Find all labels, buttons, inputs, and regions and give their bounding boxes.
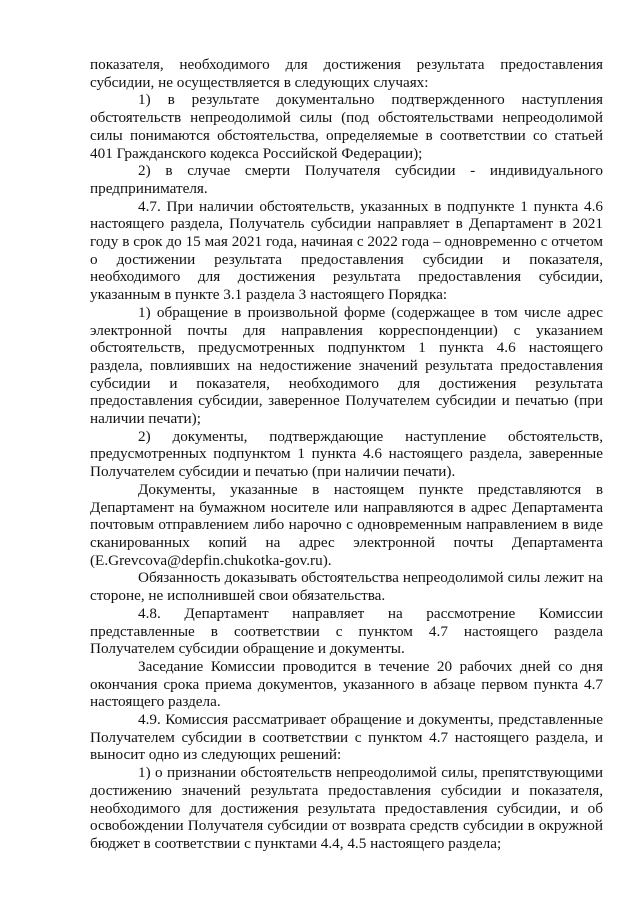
paragraph: 1) о признании обстоятельств непреодолимой силы, препятствующими достижению значений результата предоставления субсидии и показателя, необходимого для достижения результата предоставления субсидии, и об освобождении Получателя субсидии от возврата средств субсидии в окружной бюджет в соответствии с пунктами 4.4, 4.5 настоящего раздела; [90,764,603,852]
paragraph: 4.9. Комиссия рассматривает обращение и документы, представленные Получателем субсидии в соответствии с пунктом 4.7 настоящего раздела, и выносит одно из следующих решений: [90,711,603,764]
paragraph: 4.8. Департамент направляет на рассмотрение Комиссии представленные в соответствии с пунктом 4.7 настоящего раздела Получателем субсидии обращение и документы. [90,604,603,658]
paragraph: 2) в случае смерти Получателя субсидии - индивидуального предпринимателя. [90,162,603,197]
document-body [90,56,603,853]
paragraph: показателя, необходимого для достижения результата предоставления субсидии, не осуществляется в следующих случаях: [90,56,603,91]
paragraph: 2) документы, подтверждающие наступление обстоятельств, предусмотренных подпунктом 1 пункта 4.6 настоящего раздела, заверенные Получателем субсидии и печатью (при наличии печати). [90,427,603,481]
paragraph: Заседание Комиссии проводится в течение 20 рабочих дней со дня окончания срока приема документов, указанного в абзаце первом пункта 4.7 настоящего раздела. [90,657,603,711]
paragraph: 1) в результате документально подтвержденного наступления обстоятельств непреодолимой силы (под обстоятельствами непреодолимой силы понимаются обстоятельства, определяемые в соответствии со статьей 401 Гражданского кодекса Российской Федерации); [90,91,603,162]
paragraph: Документы, указанные в настоящем пункте представляются в Департамент на бумажном носителе или направляются в адрес Департамента почтовым отправлением либо нарочно с одновременным направлением в виде сканированных копий на адрес электронной почты Департамента (E.Grevcova@depfin.chukotka-gov.ru). [90,480,603,569]
paragraph: 1) обращение в произвольной форме (содержащее в том числе адрес электронной почты для направления корреспонденции) с указанием обстоятельств, предусмотренных подпунктом 1 пункта 4.6 настоящего раздела, повлиявших на недостижение значений результата предоставления субсидии и показателя, необходимого для достижения результата предоставления субсидии, заверенное Получателем субсидии и печатью (при наличии печати); [90,303,603,428]
paragraph: 4.7. При наличии обстоятельств, указанных в подпункте 1 пункта 4.6 настоящего раздела, Получатель субсидии направляет в Департамент в 2021 году в срок до 15 мая 2021 года, начиная с 2022 года – одновременно с отчетом о достижении результата предоставления субсидии и показателя, необходимого для достижения результата предоставления субсидии, указанным в пункте 3.1 раздела 3 настоящего Порядка: [90,197,603,304]
paragraph: Обязанность доказывать обстоятельства непреодолимой силы лежит на стороне, не исполнившей свои обязательства. [90,569,603,605]
